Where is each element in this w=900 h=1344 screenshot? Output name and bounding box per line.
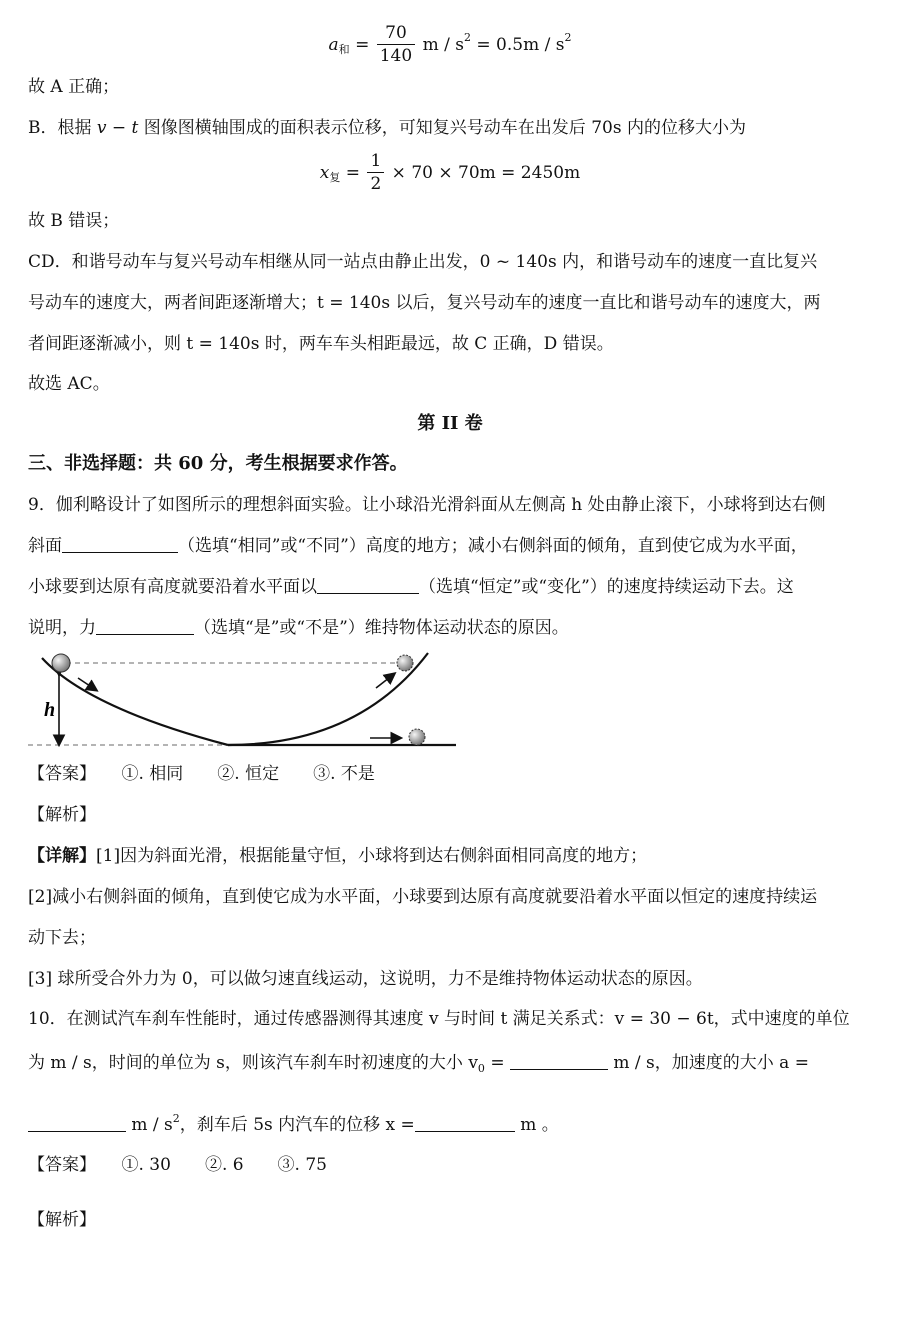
q9-line-2-b: （选填“相同”或“不同”）高度的地方；减小右侧斜面的倾角，直到使它成为水平面， [178, 536, 808, 556]
q9-answer: 【答案】 ①. 相同 ②. 恒定 ③. 不是 [28, 764, 375, 784]
q10-blank-1 [510, 1051, 608, 1070]
q9-line-1: 9．伽利略设计了如图所示的理想斜面实验。让小球沿光滑斜面从左侧高 h 处由静止滚下，小球将到达右侧 [28, 495, 826, 515]
q9-blank-2 [317, 575, 419, 594]
q9-line-4 [28, 615, 870, 641]
height-label: h [44, 699, 56, 721]
line-b [28, 115, 870, 141]
q9-detail-2a: [2]减小右侧斜面的倾角，直到使它成为水平面，小球要到达原有高度就要沿着水平面以恒定的速度持续运 [28, 887, 818, 907]
q9-detail-1 [28, 843, 870, 869]
q10-line-3-sup: 2 [172, 1112, 180, 1125]
line-b-wrong: 故 B 错误； [28, 211, 120, 231]
q10-blank-2 [28, 1113, 126, 1132]
q10-line-2-c: m / s，加速度的大小 a = [613, 1053, 809, 1073]
q10-analysis: 【解析】 [28, 1210, 96, 1230]
galileo-incline-figure [28, 648, 468, 752]
q9-detail-2b: 动下去； [28, 928, 96, 948]
q10-blank-3 [415, 1113, 515, 1132]
choose-ac: 故选 AC。 [28, 374, 110, 394]
q9-line-2 [28, 533, 870, 559]
q9-blank-1 [62, 534, 178, 553]
ball-right-slope [397, 655, 413, 671]
cd-line-1: CD．和谐号动车与复兴号动车相继从同一站点由静止出发，0 ~ 140s 内，和谐号动车的速度一直比复兴 [28, 252, 818, 272]
q9-line-3-b: （选填“恒定”或“变化”）的速度持续运动下去。这 [419, 577, 794, 597]
q10-line-3-a: m / s [131, 1115, 173, 1135]
formula-a-denominator: 140 [379, 46, 413, 66]
q9-analysis: 【解析】 [28, 805, 96, 825]
q9-line-3-a: 小球要到达原有高度就要沿着水平面以 [28, 577, 317, 597]
q9-blank-3 [96, 616, 194, 635]
q10-line-3-b: ，刹车后 5s 内汽车的位移 x = [179, 1115, 415, 1135]
left-slope [42, 658, 228, 745]
arrow-up-slope [376, 674, 394, 688]
formula-x-fraction [367, 150, 384, 195]
q9-detail-1-text: [1]因为斜面光滑，根据能量守恒，小球将到达右侧斜面相同高度的地方； [96, 846, 648, 866]
q10-line-2-sub: 0 [477, 1062, 485, 1075]
q9-line-2-a: 斜面 [28, 536, 62, 556]
q9-line-4-b: （选填“是”或“不是”）维持物体运动状态的原因。 [194, 618, 569, 638]
q9-line-3 [28, 574, 870, 600]
section-title: 第 II 卷 [417, 413, 483, 434]
line-b-vt: v − t [96, 118, 139, 138]
formula-a-result: = 0.5m / s [476, 34, 565, 55]
formula-x [0, 150, 900, 195]
line-b-prefix: B．根据 [28, 118, 97, 138]
formula-a-unit-sup: 2 [463, 31, 471, 44]
formula-a [0, 22, 900, 67]
line-b-text: 图像图横轴围成的面积表示位移，可知复兴号动车在出发后 70s 内的位移大小为 [138, 118, 746, 138]
formula-a-fraction [377, 22, 415, 67]
q9-line-4-a: 说明，力 [28, 618, 96, 638]
q10-line-3 [28, 1106, 870, 1138]
formula-x-numerator: 1 [367, 150, 384, 173]
ball-horizontal [409, 729, 425, 745]
formula-a-eq: = [355, 34, 370, 55]
line-a-correct: 故 A 正确； [28, 77, 120, 97]
formula-a-result-sup: 2 [564, 31, 572, 44]
q10-line-1: 10．在测试汽车刹车性能时，通过传感器测得其速度 v 与时间 t 满足关系式：v = 30 − 6t，式中速度的单位 [28, 1009, 850, 1029]
formula-x-denominator: 2 [370, 174, 382, 194]
formula-x-sub: 复 [329, 171, 341, 184]
ball-start [52, 654, 70, 672]
section-three-heading: 三、非选择题：共 60 分，考生根据要求作答。 [28, 453, 408, 474]
cd-line-3: 者间距逐渐减小，则 t = 140s 时，两车车头相距最远，故 C 正确，D 错误。 [28, 334, 614, 354]
formula-x-lhs: x [319, 162, 330, 183]
formula-a-lhs: a [328, 34, 339, 55]
formula-a-numerator: 70 [377, 22, 415, 45]
q10-line-2-a: 为 m / s，时间的单位为 s，则该汽车刹车时初速度的大小 v [28, 1053, 478, 1073]
q10-line-2-b: = [484, 1053, 505, 1073]
q9-detail-3: [3] 球所受合外力为 0，可以做匀速直线运动，这说明，力不是维持物体运动状态的原因。 [28, 969, 703, 989]
formula-a-sub: 和 [338, 43, 350, 56]
cd-line-2: 号动车的速度大，两者间距逐渐增大；t = 140s 以后，复兴号动车的速度一直比和谐号动车的速度大，两 [28, 293, 821, 313]
formula-x-eq: = [345, 162, 361, 183]
q10-answer: 【答案】 ①. 30 ②. 6 ③. 75 [28, 1155, 328, 1175]
q9-detail-head: 【详解】 [28, 846, 96, 866]
formula-x-rest: × 70 × 70m = 2450m [391, 162, 581, 183]
q10-line-2 [28, 1050, 870, 1082]
formula-a-unit: m / s [422, 34, 464, 55]
q10-line-3-c: m 。 [520, 1115, 559, 1135]
